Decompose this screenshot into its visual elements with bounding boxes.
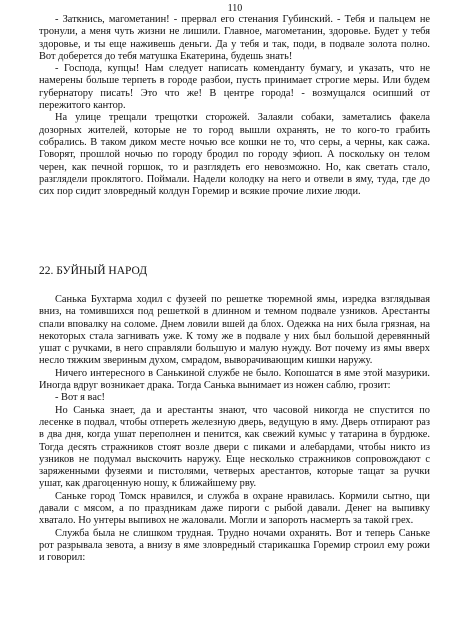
chapter-heading: 22. БУЙНЫЙ НАРОД [39, 265, 148, 277]
paragraph: - Господа, купцы! Нам следует написать коменданту бумагу, и указать, что не намерены больше терпеть в городе разбои, пусть принимает строгие меры. Или будем губернатору писать! Это что же! В центре города! - возмущался осипший от пережитого кантор. [39, 63, 430, 112]
paragraph: Санька Бухтарма ходил с фузеей по решетке тюремной ямы, изредка взглядывая вниз, на томившихся под решеткой в длинном и темном подвале узников. Арестанты спали вповалку на соломе. Днем ловили вшей да блох. Одежка на них была грязная, на некоторых стала загнивать уже. К тому же в подвале у них был большой деревянный ушат с ручками, в него справляли большую и малую нужду. Вот почему из ямы вверх несло тяжким звериным духом, смрадом, выворачивающим кишки наружу. [39, 294, 430, 367]
paragraph: Служба была не слишком трудная. Трудно ночами охранять. Вот и теперь Саньке рот разрывала зевота, а внизу в яме зловредный старикашка Горемир строил ему рожи и говорил: [39, 527, 430, 564]
page-number: 110 [227, 3, 243, 14]
paragraph: Ничего интересного в Санькиной службе не было. Копошатся в яме этой мазурики. Иногда вдруг возникает драка. Тогда Санька вынимает из ножен саблю, грозит: [39, 367, 430, 392]
paragraph: - Заткнись, магометанин! - прервал его стенания Губинский. - Тебя и пальцем не тронули, а меня чуть жизни не лишили. Главное, магометанин, здоровье. Будет у тебя здоровье, и ты еще наживешь деньги. Да у тебя и так, поди, в подвале золота полно. Вот доберется до тебя матушка Екатерина, будешь знать! [39, 14, 430, 62]
paragraph: - Вот я вас! [55, 392, 106, 404]
paragraph: Но Санька знает, да и арестанты знают, что часовой никогда не спустится по лесенке в подвал, чтобы отпереть железную дверь, ведущую в яму. Дверь отпирают раз в два дня, когда ушат переполнен и пенится, как свежий кумыс у татарина в бурдюке. Тогда десять стражников стоят возле двери с пиками и алебардами, чтобы никто из узников не подумал выскочить наружу. Еще несколько стражников сопровождают с заряженными фузеями и пистолями, четверых арестантов, которые тащат за ручки ушат, как драгоценную ношу, к ближайшему рву. [39, 404, 430, 490]
text-block-chapter-22 [39, 294, 430, 565]
text-block-before-chapter [39, 14, 430, 198]
paragraph: Саньке город Томск нравился, и служба в охране нравилась. Кормили сытно, щи давали с мясом, а по праздникам даже пироги с рыбой давали. Денег на выпивку хватало. Но унтеры выпивох не жаловали. Могли и запороть насмерть за такой грех. [39, 490, 430, 527]
paragraph: На улице трещали трещотки сторожей. Залаяли собаки, заметались факела дозорных жителей, которые не то город вышли охранять, не то кого-то грабить собрались. В таком диком месте ночью все кошки не то, что серы, а черны, как сажа. Говорят, прошлой ночью по городу бродил по городу эфиоп. А поскольку он телом черен, как печной горшок, то и разглядеть его невозможно. Но, как светать стало, разглядели проклятого. Поймали. Надели колодку на него и отвели в яму, туда, где до сих пор сидит зловредный колдун Горемир и всякие прочие лихие люди. [39, 112, 430, 198]
